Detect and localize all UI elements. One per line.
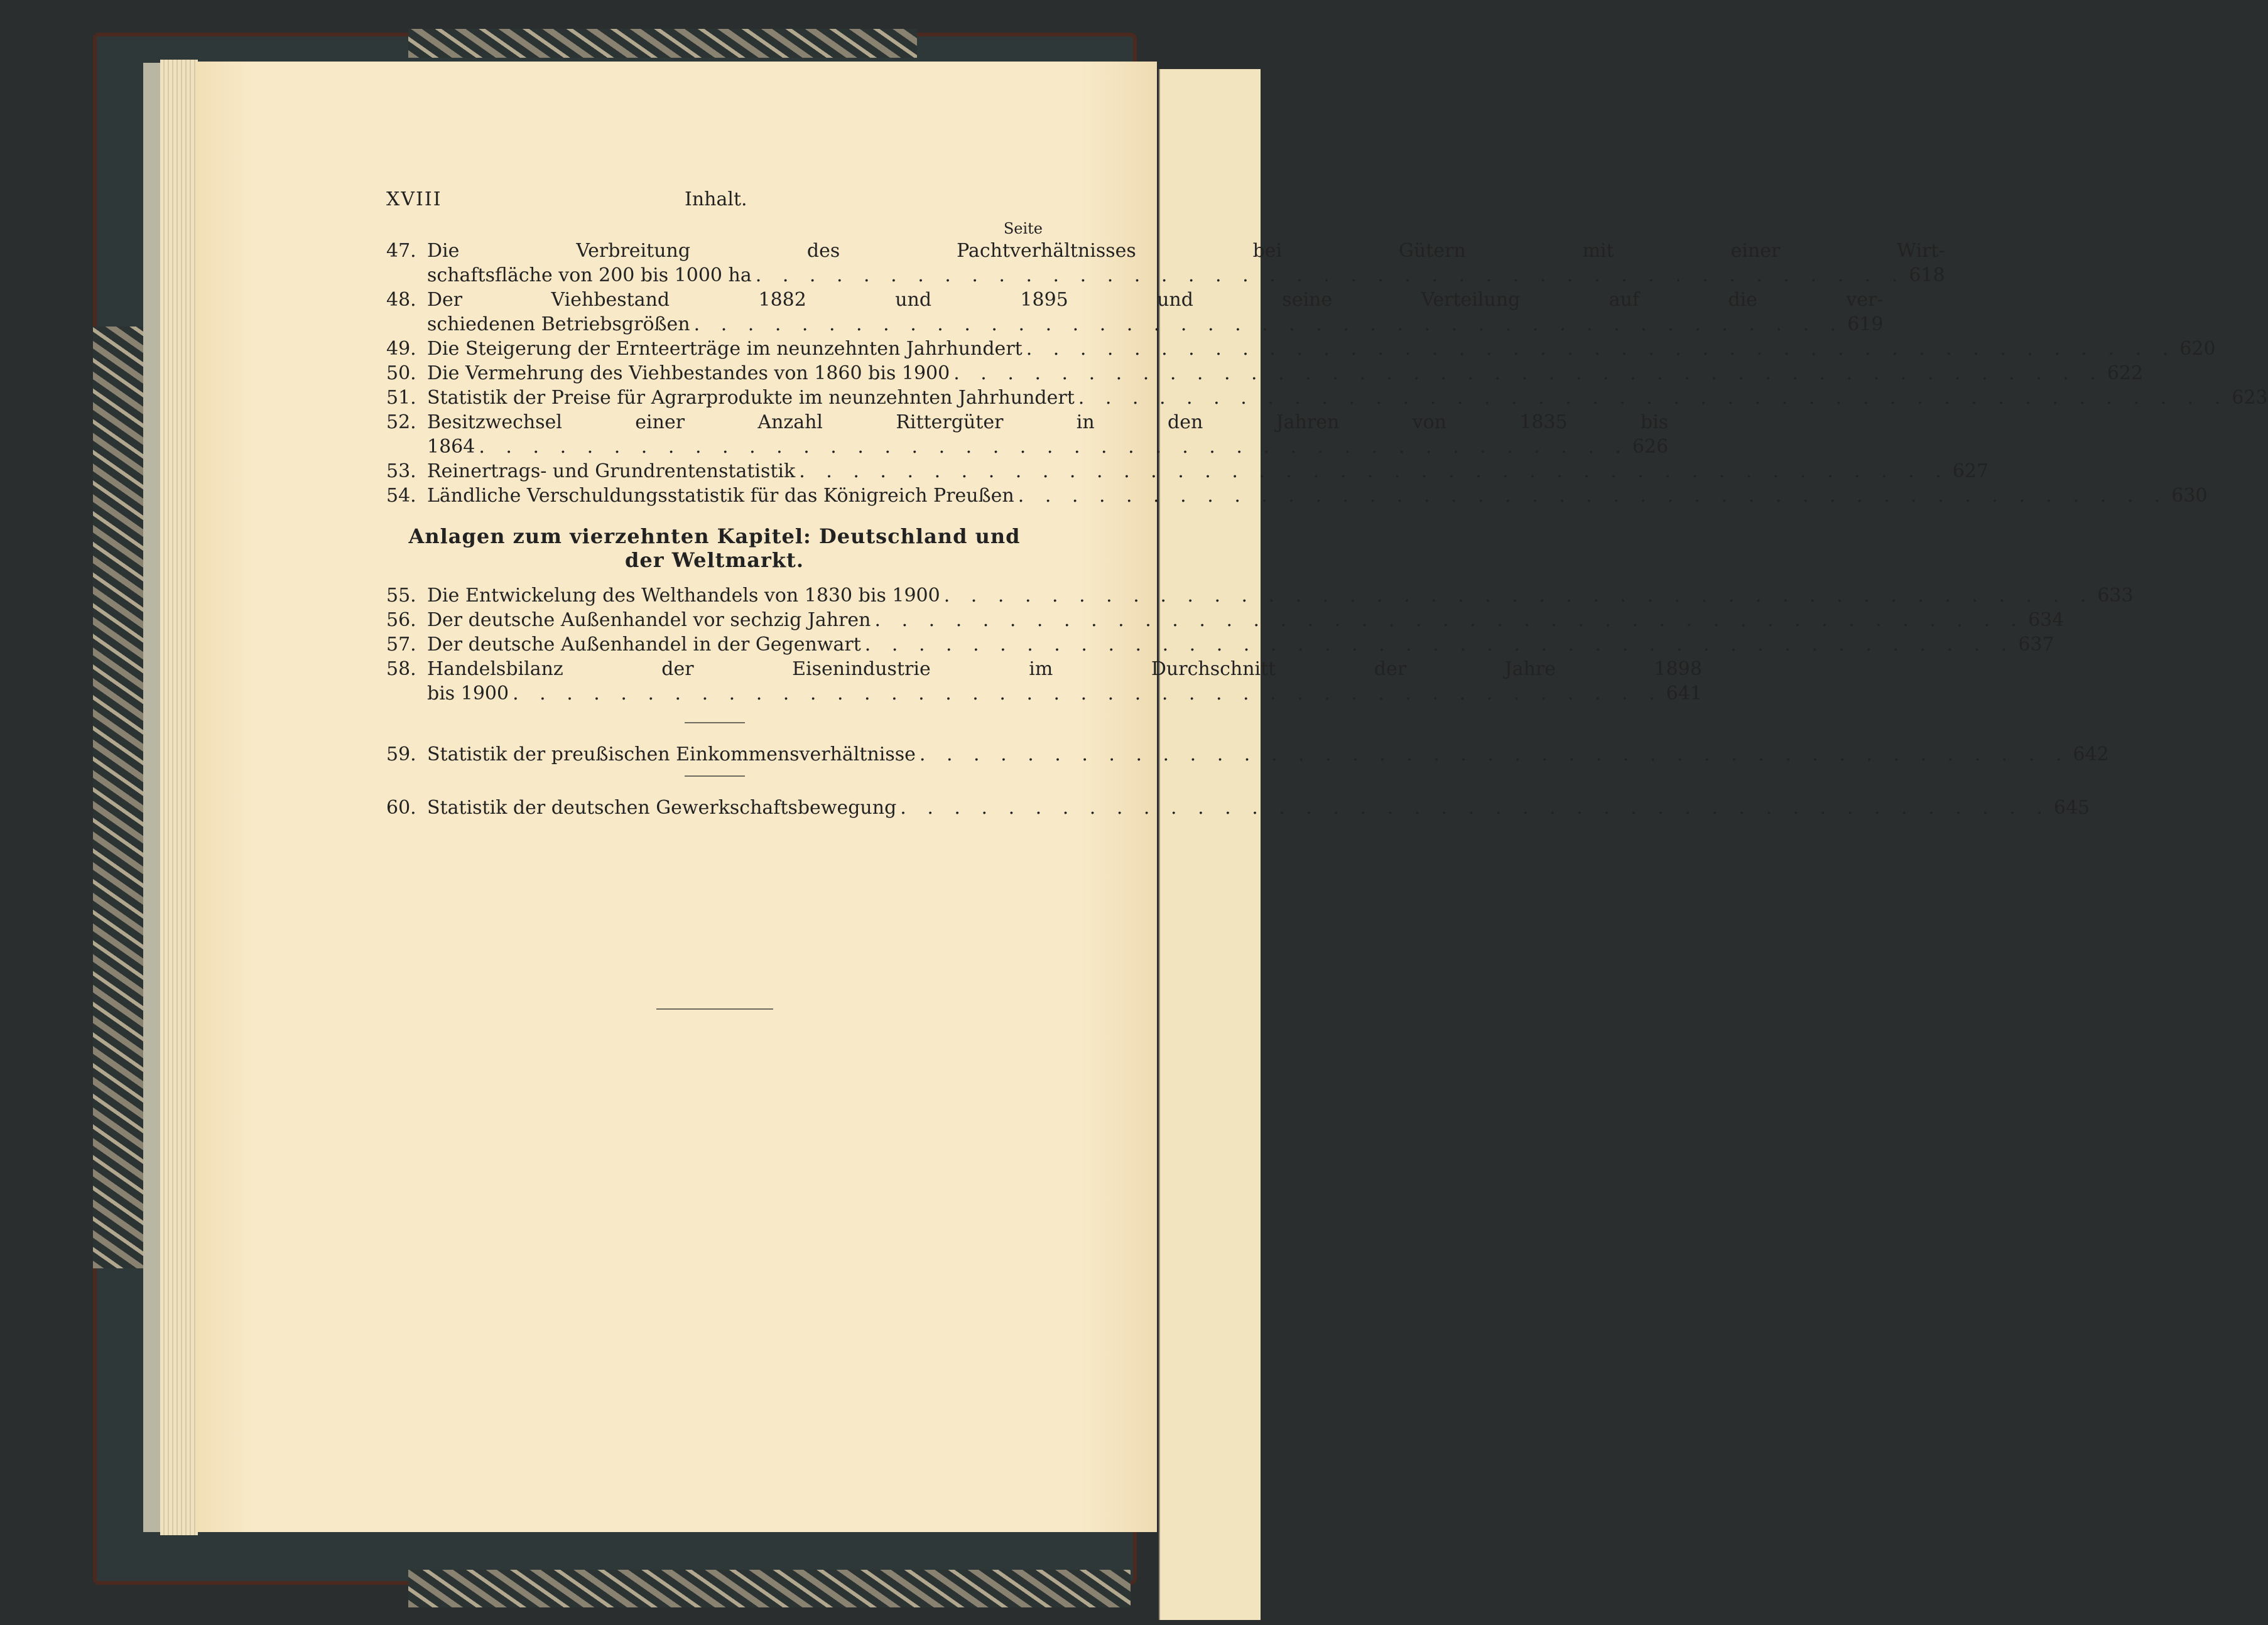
dot-leader: . . . . . . . . . . . . . . . . . . . . . . . . . . . . . . . . . . . . . . . . . . . [943, 585, 2094, 607]
dot-leader: . . . . . . . . . . . . . . . . . . . . . . . . . . . . . . . . . . . . . . . . . . . [864, 634, 2015, 656]
entry-page-number: 623 [2232, 387, 2268, 409]
running-header [386, 188, 1043, 217]
entry-last-line [427, 312, 1883, 337]
entry-text [427, 742, 2109, 767]
entry-text [427, 239, 1945, 288]
entry-last-line [427, 632, 2054, 657]
cover-marbling-left [93, 327, 143, 1268]
dot-leader: . . . . . . . . . . . . . . . . . . . . . . . . . . . . . . . . . . . . . . . . . . . [953, 362, 2103, 384]
entry-line: Die Verbreitung des Pachtverhältnisses bei Gütern mit einer Wirt- [427, 240, 1945, 262]
page-title: Inhalt. [685, 188, 747, 210]
entry-page-number: 634 [2028, 609, 2065, 631]
entry-number: 57. [386, 634, 416, 656]
cover-marbling-bottom [408, 1570, 1131, 1607]
toc-entry [386, 239, 1945, 288]
toc-entry [386, 483, 2208, 508]
entry-line: Der deutsche Außenhandel in der Gegenwart [427, 634, 861, 656]
section-heading: Anlagen zum vierzehnten Kapitel: Deutschland und der Weltmarkt. [408, 524, 1021, 572]
entry-number: 52. [386, 411, 416, 433]
entries-part-2 [386, 583, 2134, 706]
dot-leader: . . . . . . . . . . . . . . . . . . . . . . . . . . . . . . . . . . . . . . . . . . . [755, 264, 1906, 286]
entry-line: Der deutsche Außenhandel vor sechzig Jahren [427, 609, 871, 631]
entry-page-number: 642 [2073, 743, 2109, 765]
entry-number: 53. [386, 460, 416, 482]
entry-line: Die Entwickelung des Welthandels von 1830 bis 1900 [427, 585, 940, 607]
entry-line: Statistik der preußischen Einkommensverhältnisse [427, 743, 916, 765]
entry-page-number: 622 [2107, 362, 2144, 384]
dot-leader: . . . . . . . . . . . . . . . . . . . . . . . . . . . . . . . . . . . . . . . . . . . [874, 609, 2025, 631]
entry-number: 48. [386, 289, 416, 311]
entry-page-number: 630 [2171, 485, 2208, 507]
entry-page-number: 641 [1666, 683, 1702, 705]
entry-line: Handelsbilanz der Eisenindustrie im Durchschnitt der Jahre 1898 [427, 658, 1702, 680]
entry-number: 58. [386, 658, 416, 680]
cover-marbling-top [408, 29, 917, 58]
entry-text [427, 361, 2143, 386]
entry-page-number: 620 [2179, 338, 2216, 360]
entry-number: 47. [386, 240, 416, 262]
entry-text [427, 608, 2064, 632]
entry-number: 50. [386, 362, 416, 384]
entry-line: schaftsfläche von 200 bis 1000 ha [427, 264, 752, 286]
entry-line: Besitzwechsel einer Anzahl Rittergüter in den Jahren von 1835 bis [427, 411, 1669, 433]
entry-page-number: 627 [1952, 460, 1989, 482]
entry-number: 59. [386, 743, 416, 765]
entry-number: 60. [386, 797, 416, 819]
entry-last-line [427, 386, 2268, 410]
entry-last-line [427, 435, 1668, 459]
toc-entry [386, 608, 2065, 632]
toc-entry [386, 386, 2268, 410]
dot-leader: . . . . . . . . . . . . . . . . . . . . . . . . . . . . . . . . . . . . . . . . . . . [1017, 485, 2168, 507]
entry-number: 49. [386, 338, 416, 360]
entry-last-line [427, 459, 1989, 483]
entry-last-line [427, 681, 1702, 706]
table-of-contents [386, 188, 2268, 1010]
entry-number: 55. [386, 585, 416, 607]
entry-line: Statistik der Preise für Agrarprodukte im neunzehnten Jahrhundert [427, 387, 1075, 409]
entry-line: bis 1900 [427, 683, 509, 705]
entry-last-line [427, 483, 2208, 508]
dot-leader: . . . . . . . . . . . . . . . . . . . . . . . . . . . . . . . . . . . . . . . . . . . [1078, 387, 2228, 409]
toc-entry [386, 632, 2054, 657]
dot-leader: . . . . . . . . . . . . . . . . . . . . . . . . . . . . . . . . . . . . . . . . . . . [919, 743, 2070, 765]
entry-number: 51. [386, 387, 416, 409]
endpaper-strip [143, 63, 161, 1532]
toc-entry [386, 337, 2216, 361]
entry-line: Die Vermehrung des Viehbestandes von 1860 bis 1900 [427, 362, 950, 384]
entry-page-number: 645 [2053, 797, 2090, 819]
toc-entry [386, 796, 2090, 820]
dot-leader: . . . . . . . . . . . . . . . . . . . . . . . . . . . . . . . . . . . . . . . . . . . [479, 436, 1629, 458]
entry-last-line [427, 796, 2090, 820]
entry-page-number: 619 [1847, 313, 1884, 335]
entry-last-line [427, 263, 1945, 288]
toc-entry [386, 657, 1702, 706]
entry-text [427, 337, 2216, 361]
entry-last-line [427, 742, 2109, 767]
toc-entry [386, 459, 1989, 483]
dot-leader: . . . . . . . . . . . . . . . . . . . . . . . . . . . . . . . . . . . . . . . . . . . [1026, 338, 2176, 360]
toc-entry [386, 742, 2109, 767]
end-rule [656, 1008, 773, 1010]
entry-page-number: 618 [1909, 264, 1945, 286]
entry-text [427, 459, 1989, 483]
entry-line: Reinertrags- und Grundrentenstatistik [427, 460, 796, 482]
entry-text [427, 483, 2208, 508]
entry-page-number: 626 [1632, 436, 1669, 458]
entry-text [427, 632, 2054, 657]
entry-line: Ländliche Verschuldungsstatistik für das Königreich Preußen [427, 485, 1014, 507]
entry-line: Statistik der deutschen Gewerkschaftsbewegung [427, 797, 897, 819]
toc-entry [386, 288, 1884, 337]
entry-text [427, 583, 2134, 608]
toc-entry [386, 583, 2134, 608]
entry-line: 1864 [427, 436, 475, 458]
entry-last-line [427, 608, 2064, 632]
entry-text [427, 796, 2090, 820]
entry-number: 54. [386, 485, 416, 507]
column-label: Seite [1003, 220, 1043, 237]
entry-line: Die Steigerung der Ernteerträge im neunzehnten Jahrhundert [427, 338, 1023, 360]
dot-leader: . . . . . . . . . . . . . . . . . . . . . . . . . . . . . . . . . . . . . . . . . . . [900, 797, 2050, 819]
entry-last-line [427, 583, 2134, 608]
entry-page-number: 633 [2097, 585, 2134, 607]
entries-part-1 [386, 239, 2268, 508]
dot-leader: . . . . . . . . . . . . . . . . . . . . . . . . . . . . . . . . . . . . . . . . . . . [513, 683, 1663, 705]
entry-text [427, 657, 1702, 706]
entry-60-block [386, 796, 2090, 820]
toc-entry [386, 361, 2144, 386]
entry-line: Der Viehbestand 1882 und 1895 und seine Verteilung auf die ver- [427, 289, 1884, 311]
toc-entry [386, 410, 1669, 459]
entry-page-number: 637 [2018, 634, 2054, 656]
entry-last-line [427, 337, 2216, 361]
entry-text [427, 288, 1883, 337]
entry-text [427, 386, 2268, 410]
page-number: XVIII [386, 188, 442, 210]
entry-last-line [427, 361, 2143, 386]
entry-text [427, 410, 1668, 459]
dot-leader: . . . . . . . . . . . . . . . . . . . . . . . . . . . . . . . . . . . . . . . . . . . [693, 313, 1844, 335]
entry-line: schiedenen Betriebsgrößen [427, 313, 690, 335]
dot-leader: . . . . . . . . . . . . . . . . . . . . . . . . . . . . . . . . . . . . . . . . . . . [799, 460, 1949, 482]
page-edges [160, 60, 198, 1535]
entry-59-block [386, 742, 2109, 767]
entry-number: 56. [386, 609, 416, 631]
